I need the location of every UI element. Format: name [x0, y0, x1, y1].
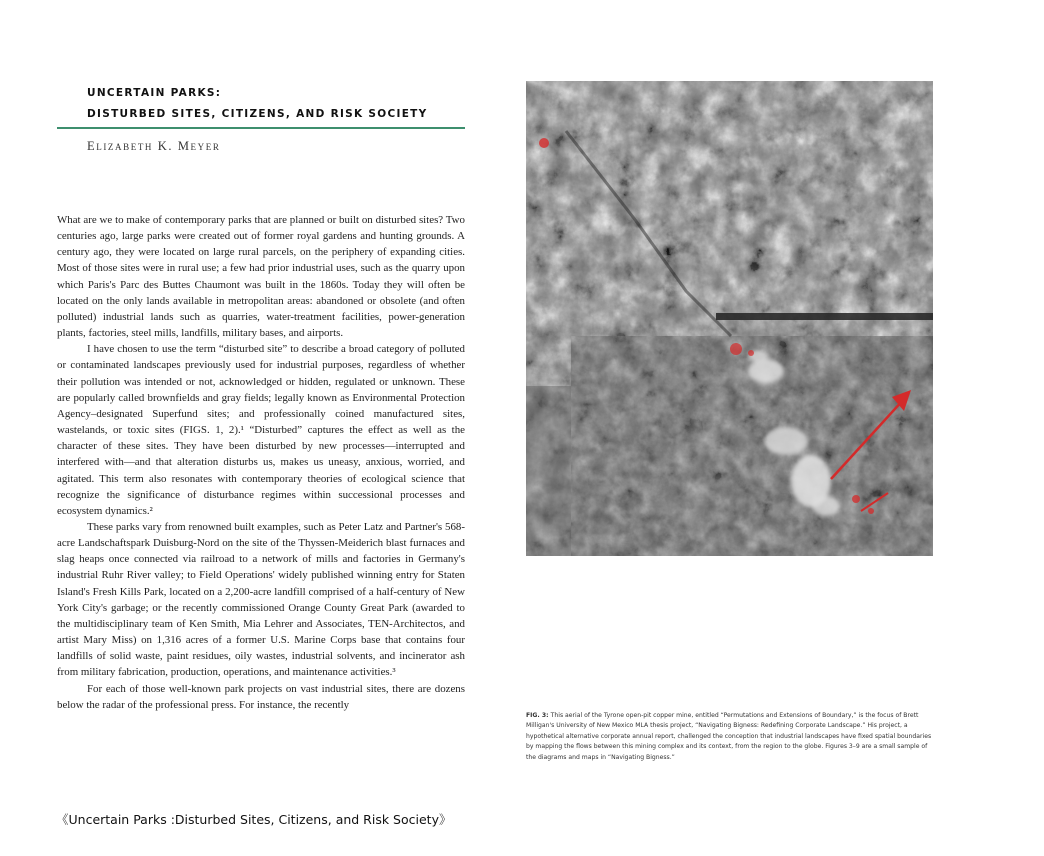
source-citation: 《Uncertain Parks :Disturbed Sites, Citizens, and Risk Society》: [56, 812, 452, 827]
body-paragraph: I have chosen to use the term “disturbed site” to describe a broad category of polluted or contaminated landscapes previously used for industrial purposes, regardless of whether their pollution was intended or not, acknowledged or hidden, regulated or unknown. These are popularly called brownfields and gray fields; legally known as Environmental Protection Agency–designated Superfund sites; and professionally coined manufactured sites, wastelands, or toxic sites (FIGS. 1, 2).¹ “Disturbed” captures the effect as well as the character of these sites. They have been disturbed by new processes—interrupted and interfered with—and that alteration disturbs us, makes us uneasy, anxious, worried, and agitated. This term also resonates with contemporary theories of ecological science that recognize the significance of disturbance regimes within successional processes and ecosystem dynamics.²: [57, 343, 465, 517]
body-paragraph: These parks vary from renowned built examples, such as Peter Latz and Partner's 568-acre Landschaftspark Duisburg-Nord on the site of the Thyssen-Meiderich blast furnaces and slag heaps once connected via railroad to a network of mills and factories in Germany's industrial Ruhr River valley; to Field Operations' widely published winning entry for Staten Island's Fresh Kills Park, located on a 2,200-acre landfill comprised of a half-century of New York City's garbage; or the recently commissioned Orange County Great Park (awarded to the multidisciplinary team of Ken Smith, Mia Lehrer and Associates, TEN-Architectos, and artist Mary Miss) on 1,316 acres of a former U.S. Marine Corps base that contains four landfills of solid waste, paint residues, oily wastes, industrial solvents, and incinerator ash from military fabrication, production, operations, and maintenance activities.³: [57, 520, 465, 679]
aerial-photo-figure: [526, 81, 933, 556]
article-body: [57, 212, 465, 713]
aerial-photo: [526, 81, 933, 556]
title-line-2: DISTURBED SITES, CITIZENS, AND RISK SOCIETY: [87, 108, 428, 120]
caption-text: This aerial of the Tyrone open-pit copper mine, entitled “Permutations and Extensions of Boundary,” is the focus of Brett Milligan's University of New Mexico MLA thesis project, “Navigating Bigness: Redefining Corporate Landscape.” His project, a hypothetical alternative corporate annual report, challenged the conception that industrial landscapes have fixed spatial boundaries by mapping the flows between this mining complex and its context, from the region to the globe. Figures 3–9 are a small sample of the diagrams and maps in “Navigating Bigness.”: [526, 712, 932, 761]
image-seam: [716, 313, 933, 320]
article-title: [87, 83, 477, 125]
body-paragraph: What are we to make of contemporary parks that are planned or built on disturbed sites? Two centuries ago, large parks were created out of former royal gardens and hunting grounds. A century ago, they were located on large rural parcels, on the periphery of expanding cities. Most of those sites were in rural use; a few had prior industrial uses, such as the quarry upon which Paris's Parc des Buttes Chaumont was built in the 1860s. Today they will often be located on the only lands available in metropolitan areas: abandoned or obsolete (and often polluted) industrial lands such as quarries, water-treatment facilities, power-generation plants, factories, steel mills, landfills, military bases, and airports.: [57, 214, 465, 340]
figure-caption: [526, 711, 934, 763]
author-name: Elizabeth K. Meyer: [87, 139, 221, 153]
title-rule: [57, 127, 465, 129]
body-paragraph: For each of those well-known park projects on vast industrial sites, there are dozens below the radar of the professional press. For instance, the recently: [57, 682, 465, 711]
title-line-1: UNCERTAIN PARKS:: [87, 87, 222, 99]
caption-label: FIG. 3:: [526, 712, 551, 719]
